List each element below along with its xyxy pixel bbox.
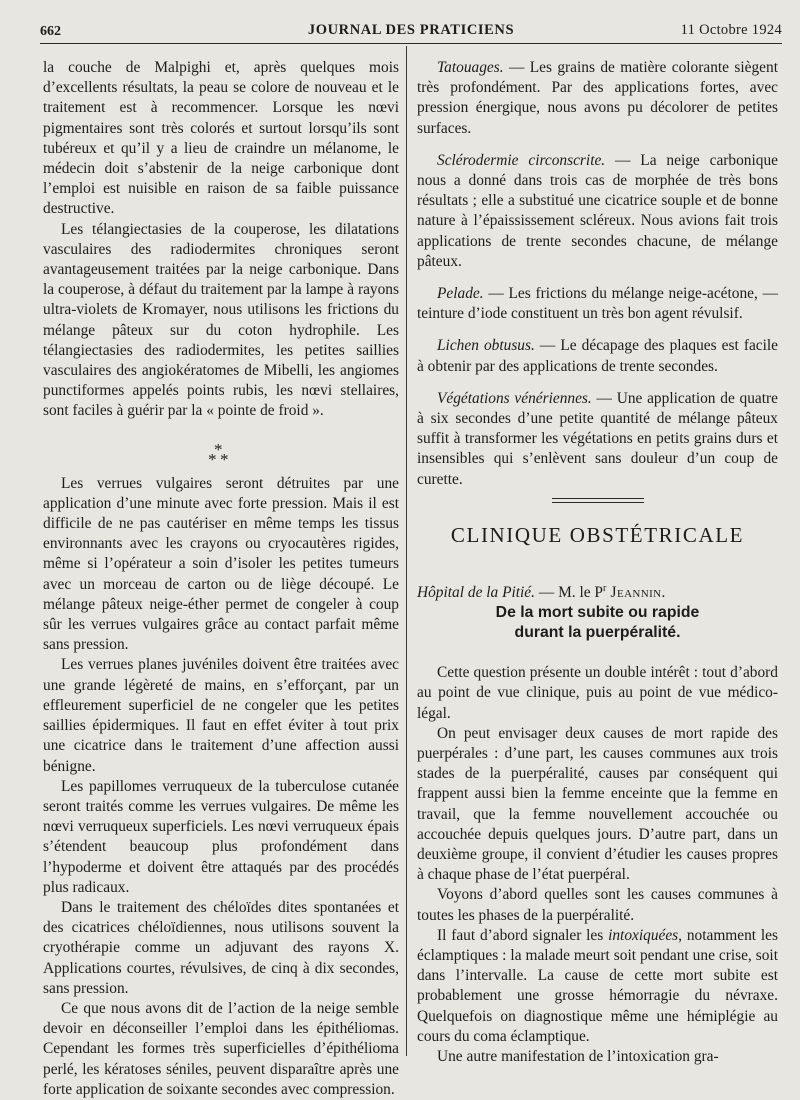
entry-sclerodermie <box>417 151 778 272</box>
column-divider <box>406 46 407 1056</box>
paragraph: Cette question présente un double intérêt : tout d’abord au point de vue clinique, puis au point de vue médico-légal. <box>417 664 778 722</box>
header-rule <box>40 43 782 44</box>
entry-term: Végétations vénériennes. <box>437 389 592 407</box>
paragraph <box>417 926 778 1047</box>
issue-date: 11 Octobre 1924 <box>680 22 782 38</box>
entry-text: — Les grains de matière colorante siègent très profondément. Par des applications fortes, avec pression énergique, nous avons pu décolorer de petites surfaces. <box>417 59 778 137</box>
entry-pelade <box>417 284 778 324</box>
professor-abbr-sup: r <box>602 582 607 594</box>
paragraph: Une autre manifestation de l’intoxication gra- <box>437 1048 719 1066</box>
section-title: CLINIQUE OBSTÉTRICALE <box>450 522 745 547</box>
article-title-line: De la mort subite ou rapide <box>495 604 700 622</box>
hospital-name: Hôpital de la Pitié. <box>417 583 535 601</box>
entry-term: Sclérodermie circonscrite. <box>437 151 606 169</box>
hospital-line <box>417 579 778 603</box>
paragraph: Les verrues vulgaires seront détruites par une application d’une minute avec forte pression. Mais il est difficile de ne pas cautériser en même temps les tissus environnants avec les crayons ou cryocautères rigides, même si l’opérateur a soin d’isoler les petites tumeurs avec un morceau de carton ou de liège découpé. Le mélange pâteux neige-éther permet de congeler à coup sûr les verrues vulgaires grâce au contact parfait même sans pression. <box>43 474 399 654</box>
entry-term: Pelade. <box>437 285 484 303</box>
entry-text: — La neige carbonique nous a donné dans trois cas de morphée de très bons résultats ; elle a substitué une cicatrice souple et de bonne nature à l’épaississement scléreux. Nous avions fait trois applications de trente secondes chacune, de mélange pâteux. <box>417 151 778 270</box>
right-column <box>417 58 778 1067</box>
page-number: 662 <box>40 24 61 39</box>
emphasis: intoxiquées, <box>608 926 683 944</box>
asterism-separator <box>43 422 399 474</box>
paragraph: On peut envisager deux causes de mort rapide des puerpérales : d’une part, les causes communes aux trois stades de la puerpéralité, causes par conséquent qui frappent aussi bien la femme enceinte que la femme en travail, que la femme nouvellement accouchée ou accouchée depuis quelques jours. D’autre part, dans un deuxième groupe, il convient d’étudier les causes propres à chaque phase de l’état puerpéral. <box>417 724 778 884</box>
paragraph: Les papillomes verruqueux de la tuberculose cutanée seront traités comme les verrues vulgaires. De même les nœvi verruqueux superficiels. Les nœvi verruqueux épais s’étendent beaucoup plus profondément dans l’hypoderme et doivent être attaqués par des procédés plus radicaux. <box>43 777 399 896</box>
entry-text: — Le décapage des plaques est facile à obtenir par des applications de trente secondes. <box>417 337 778 375</box>
entry-term: Lichen obtusus. <box>437 337 535 355</box>
entry-lichen <box>417 336 778 376</box>
text-run: notamment les éclamptiques : la malade meurt soit pendant une crise, soit dans l’intervalle. La cause de cette mort subite est probablement une grosse hémorragie du névraxe. Quelquefois on diagnostique même une hémiplégie au cours du coma éclamptique. <box>417 926 778 1045</box>
text-run: Il faut d’abord signaler les <box>437 926 609 944</box>
section-separator <box>552 498 644 503</box>
paragraph: Voyons d’abord quelles sont les causes communes à toutes les phases de la puerpéralité. <box>417 886 778 924</box>
paragraph: Ce que nous avons dit de l’action de la neige semble devoir en déconseiller l’emploi dans les épithéliomas. Cependant les formes très superficielles d’épithélioma perlé, les kératoses séniles, peuvent disparaître après une forte application de soixante secondes avec compression. <box>43 999 399 1098</box>
entry-vegetations <box>417 389 778 490</box>
entry-tatouages <box>417 58 778 139</box>
article-title-line: durant la puerpéralité. <box>514 624 681 642</box>
paragraph: la couche de Malpighi et, après quelques mois d’excellents résultats, la peau se colore de nouveau et le traitement est à recommencer. Lorsque les nœvi pigmentaires sont très colorés et surtout lorsqu’ils sont tubéreux et qu’il y a lieu de craindre un mélanome, le médecin doit s’abstenir de la neige carbonique dont l’emploi est nuisible en raison de sa faible puissance destructive. <box>43 59 399 218</box>
journal-title: JOURNAL DES PRATICIENS <box>307 22 515 38</box>
professor-name: Jeannin. <box>606 583 666 601</box>
asterisk: * <box>208 449 217 469</box>
running-header <box>40 20 782 42</box>
entry-text: — Les frictions du mélange neige-acétone, — teinture d’iode constituent un très bon agent révulsif. <box>417 285 778 323</box>
asterisk: * <box>220 449 229 469</box>
paragraph: Les verrues planes juvéniles doivent être traitées avec une grande légèreté de mains, en s’efforçant, par un effleurement superficiel de ne congeler que les petites saillies épidermiques. Il faut en effet éviter à tout prix une cicatrice dans le traitement d’une affection aussi bénigne. <box>43 656 399 775</box>
asterisk: * <box>214 439 223 459</box>
paragraph: Dans le traitement des chéloïdes dites spontanées et des cicatrices chéloïdiennes, nous utilisons souvent la cryothérapie comme un adjuvant des rayons X. Applications courtes, révulsives, de cinq à dix secondes, sans pression. <box>43 898 399 997</box>
entry-text: — Une application de quatre à six secondes d’une petite quantité de mélange pâteux suffit à transformer les végétations en petits grains durs et insensibles qui s’enlèvent sans douleur d’un coup de curette. <box>417 389 778 488</box>
article-title <box>417 603 778 643</box>
left-column <box>43 58 399 1100</box>
hospital-dash: — M. le P <box>534 583 603 601</box>
paragraph: Les télangiectasies de la couperose, les dilatations vasculaires des radiodermites chroniques seront avantageusement traitées par la neige carbonique. Dans la couperose, à défaut du traitement par la lampe à rayons ultra-violets de Kromayer, nous utilisons les frictions du mélange pâteux sur du coton hydrophile. Les télangiectasies des radiodermites, les petites saillies vasculaires des angiokératomes de Mibelli, les angiomes punctiformes appelés points rubis, les nœvi stellaires, sont faciles à guérir par la « pointe de froid ». <box>43 220 399 420</box>
entry-term: Tatouages. <box>437 59 504 76</box>
